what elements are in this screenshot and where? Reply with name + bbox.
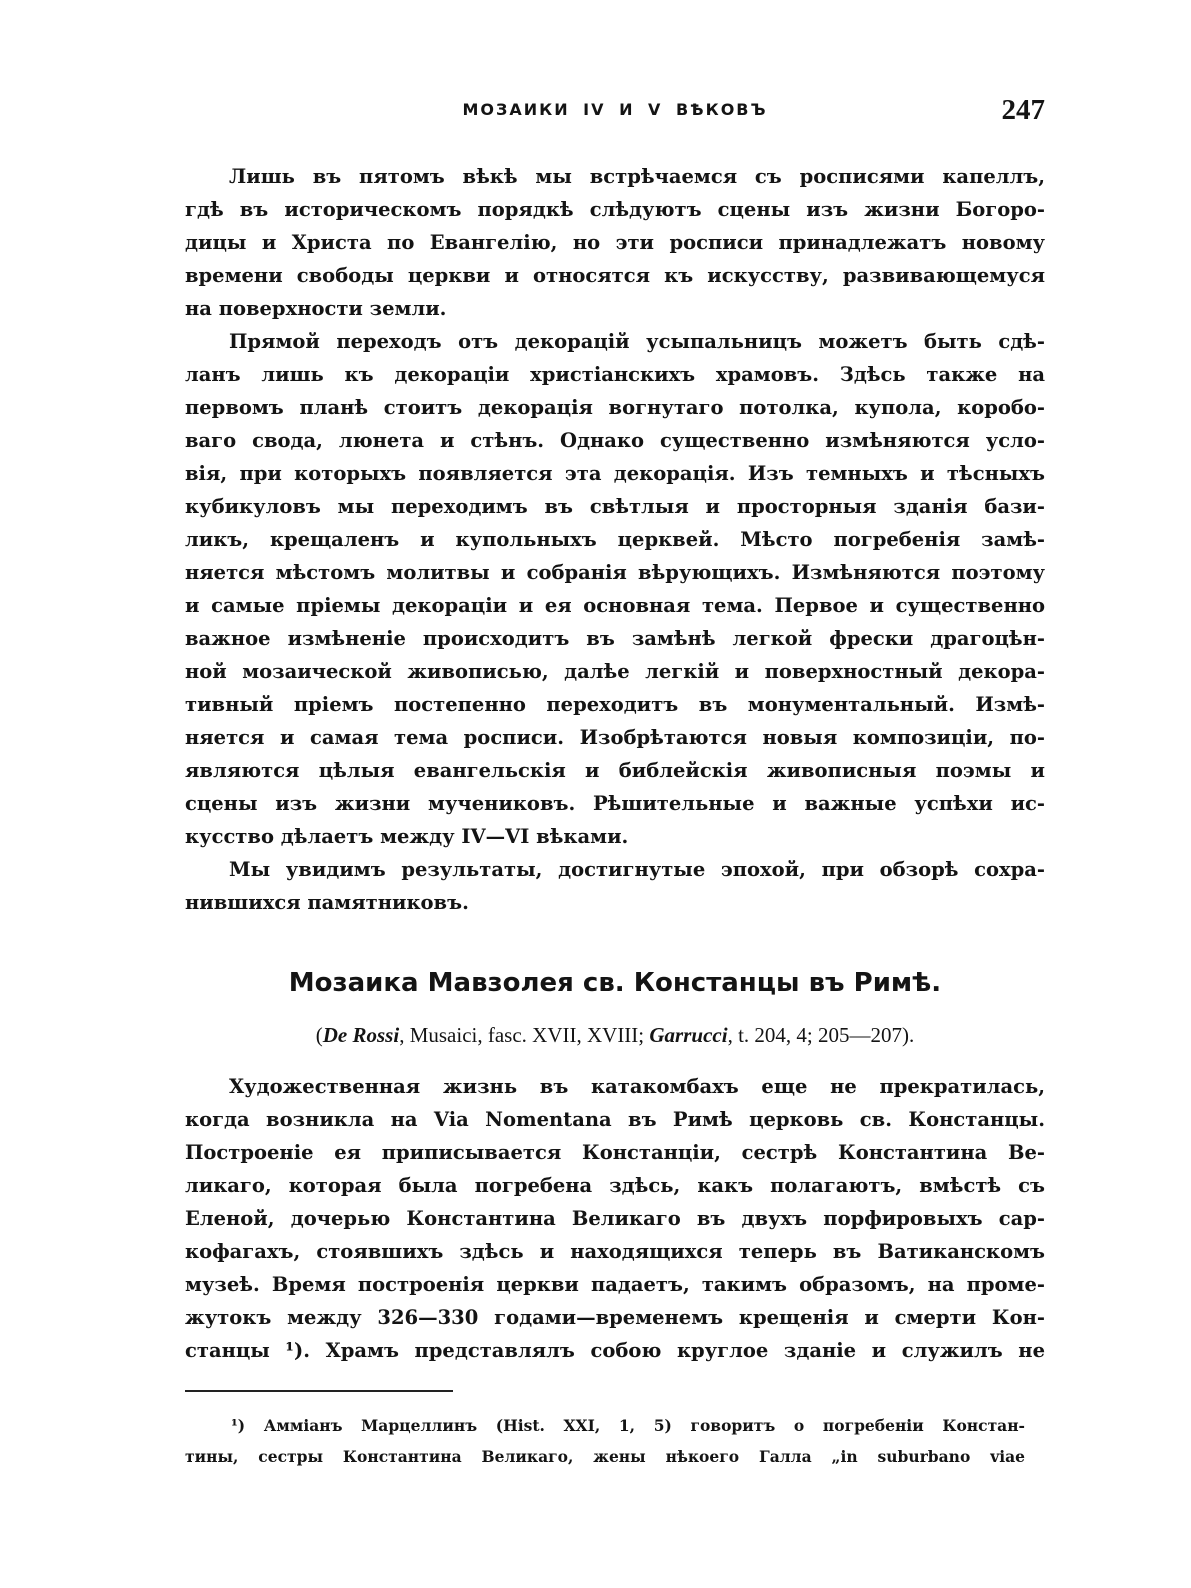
text-line: вія, при которыхъ появляется эта декорація. Изъ темныхъ и тѣсныхъ [185, 462, 1045, 485]
text-line: дицы и Христа по Евангелію, но эти росписи принадлежатъ новому [185, 231, 1045, 254]
text-line: Еленой, дочерью Константина Великаго въ двухъ порфировыхъ сар- [185, 1207, 1045, 1230]
body-text-lower [185, 1070, 1045, 1367]
text-line: первомъ планѣ стоитъ декорація вогнутаго потолка, купола, коробо- [185, 396, 1045, 419]
text-line: няется мѣстомъ молитвы и собранія вѣрующихъ. Измѣняются поэтому [185, 561, 1045, 584]
citation-author: Garrucci [649, 1023, 728, 1047]
text-line: жутокъ между 326—330 годами—временемъ крещенія и смерти Кон- [185, 1306, 1045, 1329]
source-citation [185, 1020, 1045, 1050]
paragraph [185, 1070, 1045, 1367]
text-line: важное измѣненіе происходитъ въ замѣнѣ легкой фрески драгоцѣн- [185, 627, 1045, 650]
text-line: гдѣ въ историческомъ порядкѣ слѣдуютъ сцены изъ жизни Богоро- [185, 198, 1045, 221]
text-line: кусство дѣлаетъ между IV—VI вѣками. [185, 825, 629, 848]
text-line: музеѣ. Время построенія церкви падаетъ, такимъ образомъ, на проме- [185, 1273, 1045, 1296]
text-line: ваго свода, люнета и стѣнъ. Однако существенно измѣняются усло- [185, 429, 1045, 452]
text-line: когда возникла на Via Nomentana въ Римѣ церковь св. Констанцы. [185, 1108, 1045, 1131]
footnote-line: ¹) Амміанъ Марцеллинъ (Hist. XXI, 1, 5) говоритъ о погребеніи Констан- [231, 1416, 1025, 1435]
running-header [185, 94, 1045, 134]
text-line: Лишь въ пятомъ вѣкѣ мы встрѣчаемся съ росписями капеллъ, [229, 165, 1045, 188]
section-heading: Мозаика Мавзолея св. Констанцы въ Римѣ. [288, 968, 942, 998]
paragraph [185, 160, 1045, 325]
text-line: ной мозаической живописью, далѣе легкій и поверхностный декора- [185, 660, 1045, 683]
citation-author: De Rossi [322, 1023, 400, 1047]
citation-work: , Musaici, fasc. XVII, XVIII; [399, 1023, 650, 1047]
text-line: кубикуловъ мы переходимъ въ свѣтлыя и просторныя зданія бази- [185, 495, 1045, 518]
text-line: сцены изъ жизни мучениковъ. Рѣшительные и важные успѣхи ис- [185, 792, 1045, 815]
text-line: станцы ¹). Храмъ представлялъ собою круглое зданіе и служилъ не [185, 1339, 1045, 1362]
text-line: ликаго, которая была погребена здѣсь, какъ полагаютъ, вмѣстѣ съ [185, 1174, 1045, 1197]
running-title: МОЗАИКИ IV И V ВѢКОВЪ [462, 100, 768, 119]
text-line: кофагахъ, стоявшихъ здѣсь и находящихся теперь въ Ватиканскомъ [185, 1240, 1045, 1263]
text-line: времени свободы церкви и относятся къ искусству, развивающемуся [185, 264, 1045, 287]
text-line: Построеніе ея приписывается Констанціи, сестрѣ Константина Ве- [185, 1141, 1045, 1164]
footnote-line: тины, сестры Константина Великаго, жены нѣкоего Галла „in suburbano viae [185, 1447, 1025, 1466]
text-line: тивный пріемъ постепенно переходитъ въ монументальный. Измѣ- [185, 693, 1045, 716]
text-line: на поверхности земли. [185, 297, 447, 320]
citation-open-paren: ( [315, 1023, 323, 1047]
text-line: ликъ, крещаленъ и купольныхъ церквей. Мѣсто погребенія замѣ- [185, 528, 1045, 551]
text-line: Прямой переходъ отъ декорацій усыпальницъ можетъ быть сдѣ- [229, 330, 1045, 353]
citation-work: , t. 204, 4; 205—207). [727, 1023, 915, 1047]
text-line: являются цѣлыя евангельскія и библейскія живописныя поэмы и [185, 759, 1045, 782]
paragraph [185, 853, 1045, 919]
page-number: 247 [1001, 94, 1045, 126]
body-text-upper [185, 160, 1045, 919]
paragraph [185, 325, 1045, 853]
text-line: и самые пріемы декораціи и ея основная тема. Первое и существенно [185, 594, 1045, 617]
footnotes [185, 1410, 1025, 1472]
text-line: нившихся памятниковъ. [185, 891, 469, 914]
text-line: Мы увидимъ результаты, достигнутые эпохой, при обзорѣ сохра- [229, 858, 1045, 881]
text-line: ланъ лишь къ декораціи христіанскихъ храмовъ. Здѣсь также на [185, 363, 1045, 386]
text-line: Художественная жизнь въ катакомбахъ еще не прекратилась, [229, 1075, 1045, 1098]
text-line: няется и самая тема росписи. Изобрѣтаются новыя композиціи, по- [185, 726, 1045, 749]
footnote-divider [185, 1390, 453, 1392]
